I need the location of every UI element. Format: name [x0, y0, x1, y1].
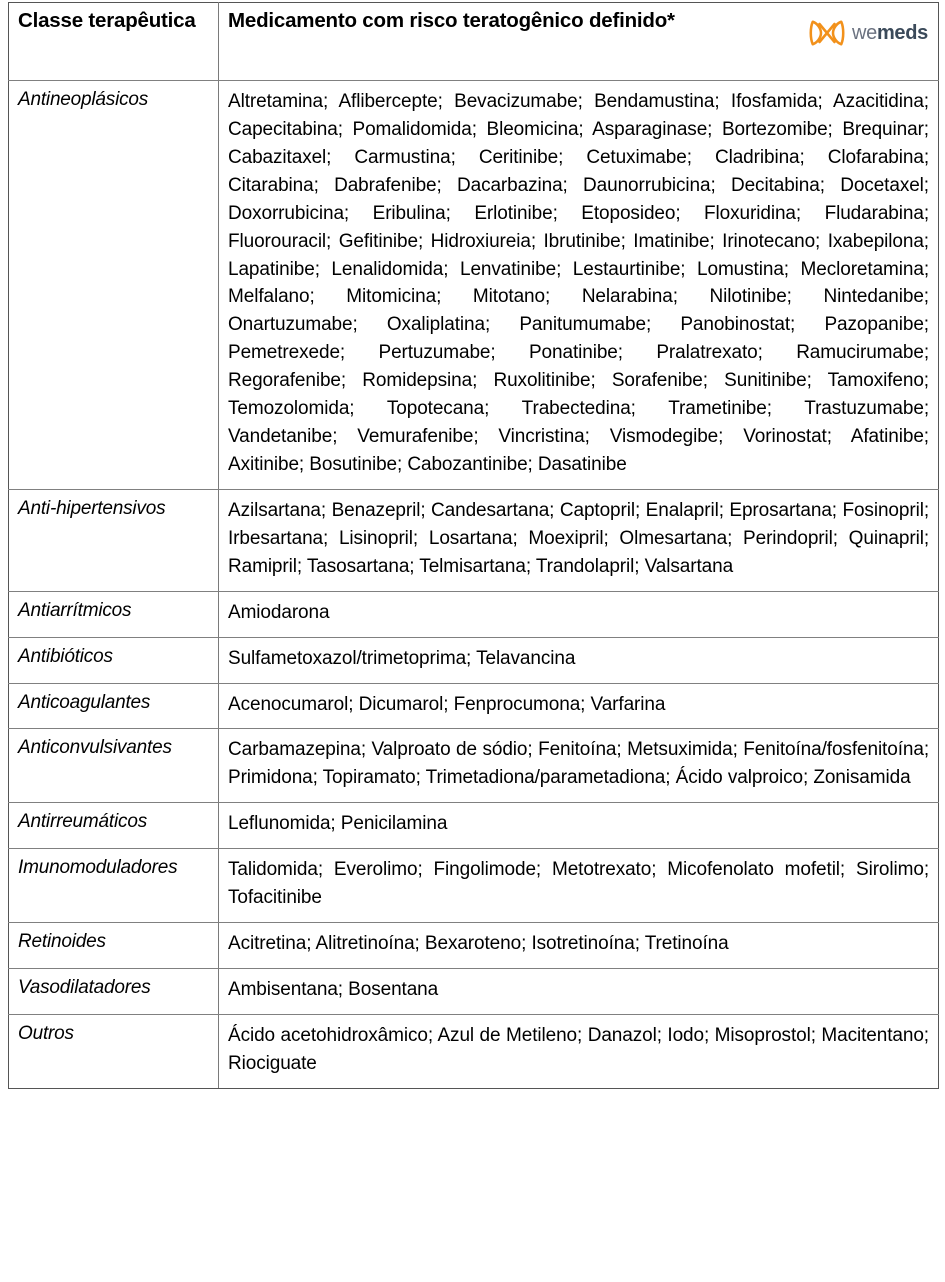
row-class-label: Antirreumáticos: [9, 803, 219, 849]
table-row: [9, 1014, 939, 1088]
row-drugs-list: Ambisentana; Bosentana: [219, 968, 939, 1014]
table-header-row: [9, 3, 939, 81]
row-drugs-list: Acenocumarol; Dicumarol; Fenprocumona; Varfarina: [219, 683, 939, 729]
row-class-label: Imunomoduladores: [9, 849, 219, 923]
wemeds-logo-text: [852, 23, 928, 43]
wemeds-logo: [809, 16, 928, 50]
table-row: [9, 923, 939, 969]
table-row: [9, 803, 939, 849]
table-row: [9, 683, 939, 729]
row-drugs-list: Ácido acetohidroxâmico; Azul de Metileno; Danazol; Iodo; Misoprostol; Macitentano; Riociguate: [219, 1014, 939, 1088]
table-row: [9, 489, 939, 591]
row-class-label: Anticonvulsivantes: [9, 729, 219, 803]
header-label-classe-terapeutica: Classe terapêutica: [18, 9, 196, 32]
header-cell-classe-terapeutica: [9, 3, 219, 81]
header-label-medicamento: Medicamento com risco teratogênico definido*: [228, 9, 675, 32]
row-class-label: Antineoplásicos: [9, 81, 219, 490]
header-cell-medicamento: [219, 3, 939, 81]
row-drugs-list: Azilsartana; Benazepril; Candesartana; Captopril; Enalapril; Eprosartana; Fosinopril; Irbesartana; Lisinopril; Losartana; Moexipril; Olmesartana; Perindopril; Quinapril; Ramipril; Tasosartana; Telmisartana; Trandolapril; Valsartana: [219, 489, 939, 591]
table-row: [9, 729, 939, 803]
wemeds-logo-icon: [809, 18, 845, 48]
row-drugs-list: Leflunomida; Penicilamina: [219, 803, 939, 849]
row-class-label: Anti-hipertensivos: [9, 489, 219, 591]
table-row: [9, 968, 939, 1014]
row-class-label: Retinoides: [9, 923, 219, 969]
row-class-label: Antibióticos: [9, 637, 219, 683]
row-drugs-list: Sulfametoxazol/trimetoprima; Telavancina: [219, 637, 939, 683]
logo-text-meds: meds: [876, 22, 928, 44]
table-row: [9, 849, 939, 923]
row-class-label: Vasodilatadores: [9, 968, 219, 1014]
row-drugs-list: Altretamina; Aflibercepte; Bevacizumabe; Bendamustina; Ifosfamida; Azacitidina; Capecitabina; Pomalidomida; Bleomicina; Asparaginase; Bortezomibe; Brequinar; Cabazitaxel; Carmustina; Ceritinibe; Cetuximabe; Cladribina; Clofarabina; Citarabina; Dabrafenibe; Dacarbazina; Daunorrubicina; Decitabina; Docetaxel; Doxorrubicina; Eribulina; Erlotinibe; Etoposideo; Floxuridina; Fludarabina; Fluorouracil; Gefitinibe; Hidroxiureia; Ibrutinibe; Imatinibe; Irinotecano; Ixabepilona; Lapatinibe; Lenalidomida; Lenvatinibe; Lestaurtinibe; Lomustina; Mecloretamina; Melfalano; Mitomicina; Mitotano; Nelarabina; Nilotinibe; Nintedanibe; Onartuzumabe; Oxaliplatina; Panitumumabe; Panobinostat; Pazopanibe; Pemetrexede; Pertuzumabe; Ponatinibe; Pralatrexato; Ramucirumabe; Regorafenibe; Romidepsina; Ruxolitinibe; Sorafenibe; Sunitinibe; Tamoxifeno; Temozolomida; Topotecana; Trabectedina; Trametinibe; Trastuzumabe; Vandetanibe; Vemurafenibe; Vincristina; Vismodegibe; Vorinostat; Afatinibe; Axitinibe; Bosutinibe; Cabozantinibe; Dasatinibe: [219, 81, 939, 490]
document-page: [0, 2, 945, 1282]
row-drugs-list: Carbamazepina; Valproato de sódio; Fenitoína; Metsuximida; Fenitoína/fosfenitoína; Primidona; Topiramato; Trimetadiona/parametadiona; Ácido valproico; Zonisamida: [219, 729, 939, 803]
row-drugs-list: Amiodarona: [219, 591, 939, 637]
row-class-label: Outros: [9, 1014, 219, 1088]
table-row: [9, 81, 939, 490]
row-drugs-list: Talidomida; Everolimo; Fingolimode; Metotrexato; Micofenolato mofetil; Sirolimo; Tofacitinibe: [219, 849, 939, 923]
row-class-label: Anticoagulantes: [9, 683, 219, 729]
table-row: [9, 637, 939, 683]
logo-text-we: we: [851, 22, 877, 44]
table-row: [9, 591, 939, 637]
row-class-label: Antiarrítmicos: [9, 591, 219, 637]
row-drugs-list: Acitretina; Alitretinoína; Bexaroteno; Isotretinoína; Tretinoína: [219, 923, 939, 969]
teratogenic-drugs-table: [8, 2, 939, 1089]
